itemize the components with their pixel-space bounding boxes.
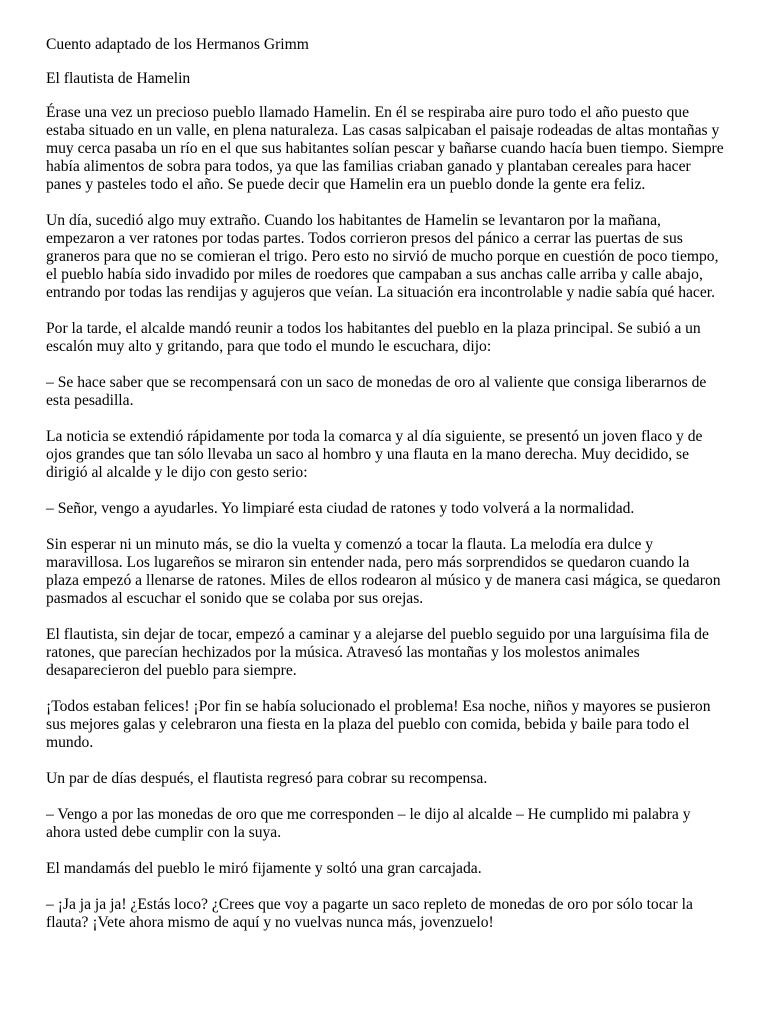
- document-subtitle: Cuento adaptado de los Hermanos Grimm: [46, 36, 309, 53]
- paragraph-2: Un día, sucedió algo muy extraño. Cuando los habitantes de Hamelin se levantaron por la mañana, empezaron a ver ratones por todas partes. Todos corrieron presos del pánico a cerrar las puertas de sus graneros para que no se comieran el trigo. Pero esto no sirvió de mucho porque en cuestión de poco tiempo, el pueblo había sido invadido por miles de roedores que campaban a sus anchas calle arriba y calle abajo, entrando por todas las rendijas y agujeros que veían. La situación era incontrolable y nadie sabía qué hacer.: [46, 212, 719, 301]
- paragraph-5: La noticia se extendió rápidamente por toda la comarca y al día siguiente, se presentó un joven flaco y de ojos grandes que tan sólo llevaba un saco al hombro y una flauta en la mano derecha. Muy decidido, se dirigió al alcalde y le dijo con gesto serio:: [46, 428, 703, 481]
- document-title: El flautista de Hamelin: [46, 70, 191, 87]
- paragraph-3: Por la tarde, el alcalde mandó reunir a todos los habitantes del pueblo en la plaza principal. Se subió a un escalón muy alto y gritando, para que todo el mundo le escuchara, dijo:: [46, 320, 701, 355]
- document-body: [46, 36, 726, 950]
- paragraph-8: El flautista, sin dejar de tocar, empezó a caminar y a alejarse del pueblo seguido por una larguísima fila de ratones, que parecían hechizados por la música. Atravesó las montañas y los molestos animales desaparecieron del pueblo para siempre.: [46, 626, 709, 679]
- paragraph-6: – Señor, vengo a ayudarles. Yo limpiaré esta ciudad de ratones y todo volverá a la normalidad.: [46, 500, 635, 517]
- paragraph-13: – ¡Ja ja ja ja! ¿Estás loco? ¿Crees que voy a pagarte un saco repleto de monedas de oro por sólo tocar la flauta? ¡Vete ahora mismo de aquí y no vuelvas nunca más, jovenzuelo!: [46, 896, 693, 931]
- paragraph-4: – Se hace saber que se recompensará con un saco de monedas de oro al valiente que consiga liberarnos de esta pesadilla.: [46, 374, 707, 409]
- paragraph-1: Érase una vez un precioso pueblo llamado Hamelin. En él se respiraba aire puro todo el año puesto que estaba situado en un valle, en plena naturaleza. Las casas salpicaban el paisaje rodeadas de altas montañas y muy cerca pasaba un río en el que sus habitantes solían pescar y bañarse cuando hacía buen tiempo. Siempre había alimentos de sobra para todos, ya que las familias criaban ganado y plantaban cereales para hacer panes y pasteles todo el año. Se puede decir que Hamelin era un pueblo donde la gente era feliz.: [46, 104, 724, 193]
- paragraph-7: Sin esperar ni un minuto más, se dio la vuelta y comenzó a tocar la flauta. La melodía era dulce y maravillosa. Los lugareños se miraron sin entender nada, pero más sorprendidos se quedaron cuando la plaza empezó a llenarse de ratones. Miles de ellos rodearon al músico y de manera casi mágica, se quedaron pasmados al escuchar el sonido que se colaba por sus orejas.: [46, 536, 721, 607]
- paragraph-12: El mandamás del pueblo le miró fijamente y soltó una gran carcajada.: [46, 860, 482, 877]
- paragraph-11: – Vengo a por las monedas de oro que me corresponden – le dijo al alcalde – He cumplido mi palabra y ahora usted debe cumplir con la suya.: [46, 806, 691, 841]
- paragraph-10: Un par de días después, el flautista regresó para cobrar su recompensa.: [46, 770, 488, 787]
- paragraph-9: ¡Todos estaban felices! ¡Por fin se había solucionado el problema! Esa noche, niños y mayores se pusieron sus mejores galas y celebraron una fiesta en la plaza del pueblo con comida, bebida y baile para todo el mundo.: [46, 698, 711, 751]
